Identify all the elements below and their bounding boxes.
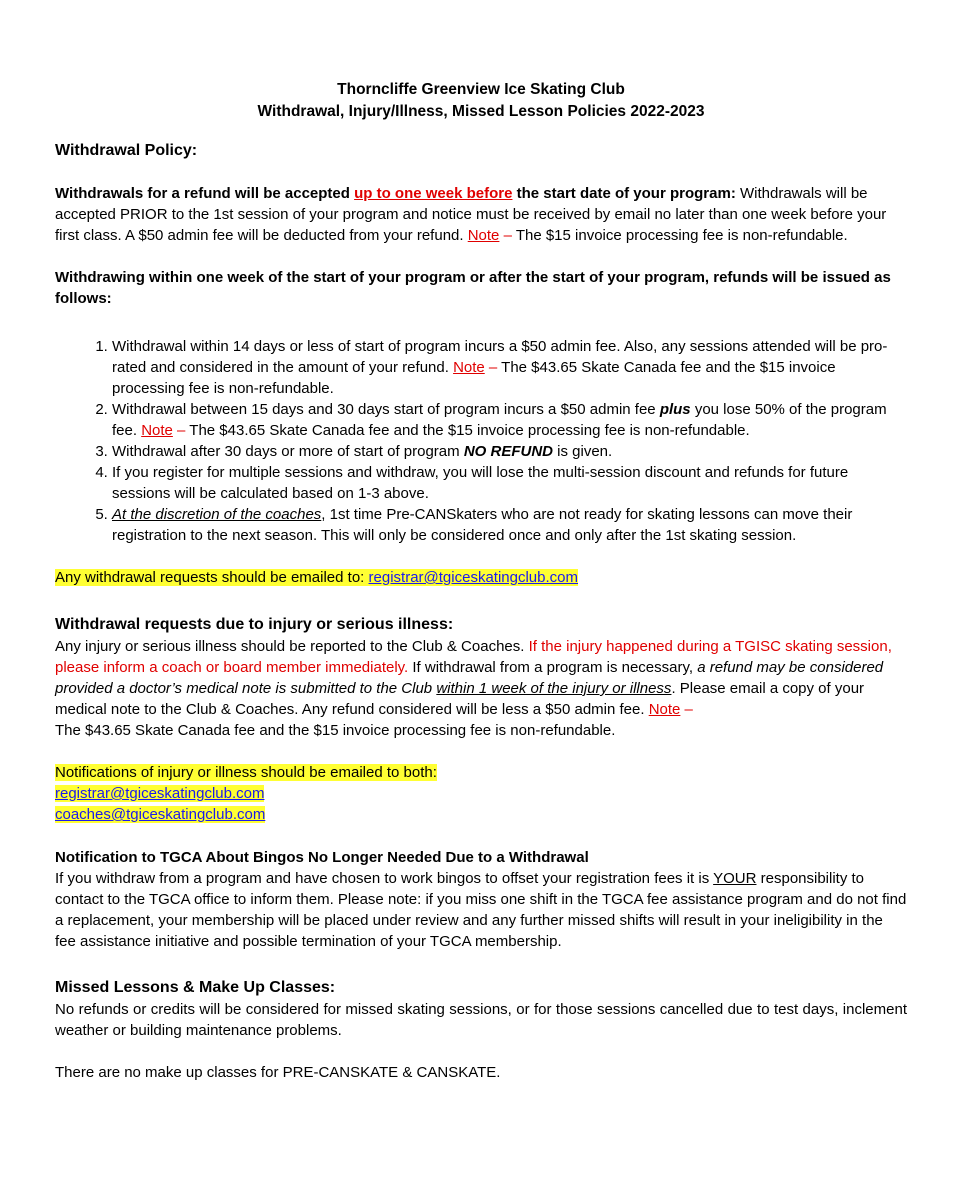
withdrawal-refund-paragraph: Withdrawals for a refund will be accepted up to one week before the start date of your program: Withdrawals will be accepted PRIOR to the 1st session of your program and notice must be received by email no later than one week before your first class. A $50 admin fee will be deducted from your refund. Note – The $15 invoice processing fee is non-refundable. xyxy=(55,185,887,244)
list-item: 1. Withdrawal within 14 days or less of start of program incurs a $50 admin fee. Also, any sessions attended will be pro-rated and considered in the amount of your refund. Note – The $43.65 Skate Canada fee and the $15 invoice processing fee is non-refundable. xyxy=(112,336,907,399)
policy-document xyxy=(55,79,907,1083)
missed-lessons-heading: Missed Lessons & Make Up Classes: xyxy=(55,979,336,996)
document-title: Withdrawal, Injury/Illness, Missed Lesson Policies 2022-2023 xyxy=(257,103,705,120)
list-item: 3. Withdrawal after 30 days or more of start of program NO REFUND is given. xyxy=(112,441,907,462)
notify-line: Notifications of injury or illness should be emailed to both: xyxy=(55,764,437,781)
registrar-email-link[interactable]: registrar@tgiceskatingclub.com xyxy=(368,569,578,586)
club-title: Thorncliffe Greenview Ice Skating Club xyxy=(337,81,625,98)
refund-rules-list xyxy=(55,336,907,546)
registrar-email-link-2[interactable]: registrar@tgiceskatingclub.com xyxy=(55,785,265,802)
withdrawal-policy-heading: Withdrawal Policy: xyxy=(55,142,198,159)
one-week-deadline: up to one week before xyxy=(354,185,513,202)
bingo-paragraph: If you withdraw from a program and have chosen to work bingos to offset your registration fees it is YOUR responsibility to contact to the TGCA office to inform them. Please note: if you miss one shift in the TGCA fee assistance program and do not find a replacement, your membership will be placed under review and any further missed shifts will result in your ineligibility in the fee assistance initiative and possible termination of your TGCA membership. xyxy=(55,870,907,950)
missed-lessons-paragraph: No refunds or credits will be considered for missed skating sessions, or for those sessions cancelled due to test days, inclement weather or building maintenance problems. xyxy=(55,1001,907,1039)
injury-paragraph: Any injury or serious illness should be reported to the Club & Coaches. If the injury happened during a TGISC skating session, please inform a coach or board member immediately. If withdrawal from a program is necessary, a refund may be considered provided a doctor’s medical note is submitted to the Club within 1 week of the injury or illness. Please email a copy of your medical note to the Club & Coaches. Any refund considered will be less a $50 admin fee. Note – The $43.65 Skate Canada fee and the $15 invoice processing fee is non-refundable. xyxy=(55,638,892,739)
makeup-classes-line: There are no make up classes for PRE-CANSKATE & CANSKATE. xyxy=(55,1064,501,1081)
coaches-email-link[interactable]: coaches@tgiceskatingclub.com xyxy=(55,806,266,823)
note-label: Note xyxy=(467,227,500,244)
list-item: 4. If you register for multiple sessions and withdraw, you will lose the multi-session discount and refunds for future sessions will be calculated based on 1-3 above. xyxy=(112,462,907,504)
injury-warning: If the injury happened during a TGISC skating session, please inform a coach or board member immediately. xyxy=(55,638,892,676)
refund-schedule-intro: Withdrawing within one week of the start of your program or after the start of your program, refunds will be issued as follows: xyxy=(55,269,891,307)
withdrawal-email-line: Any withdrawal requests should be emailed to: registrar@tgiceskatingclub.com xyxy=(55,569,578,586)
bingo-heading: Notification to TGCA About Bingos No Longer Needed Due to a Withdrawal xyxy=(55,849,589,866)
list-item: 2. Withdrawal between 15 days and 30 days start of program incurs a $50 admin fee plus you lose 50% of the program fee. Note – The $43.65 Skate Canada fee and the $15 invoice processing fee is non-refundable. xyxy=(112,399,907,441)
list-item: 5. At the discretion of the coaches, 1st time Pre-CANSkaters who are not ready for skating lessons can move their registration to the next season. This will only be considered once and only after the 1st skating session. xyxy=(112,504,907,546)
injury-heading: Withdrawal requests due to injury or serious illness: xyxy=(55,616,454,633)
